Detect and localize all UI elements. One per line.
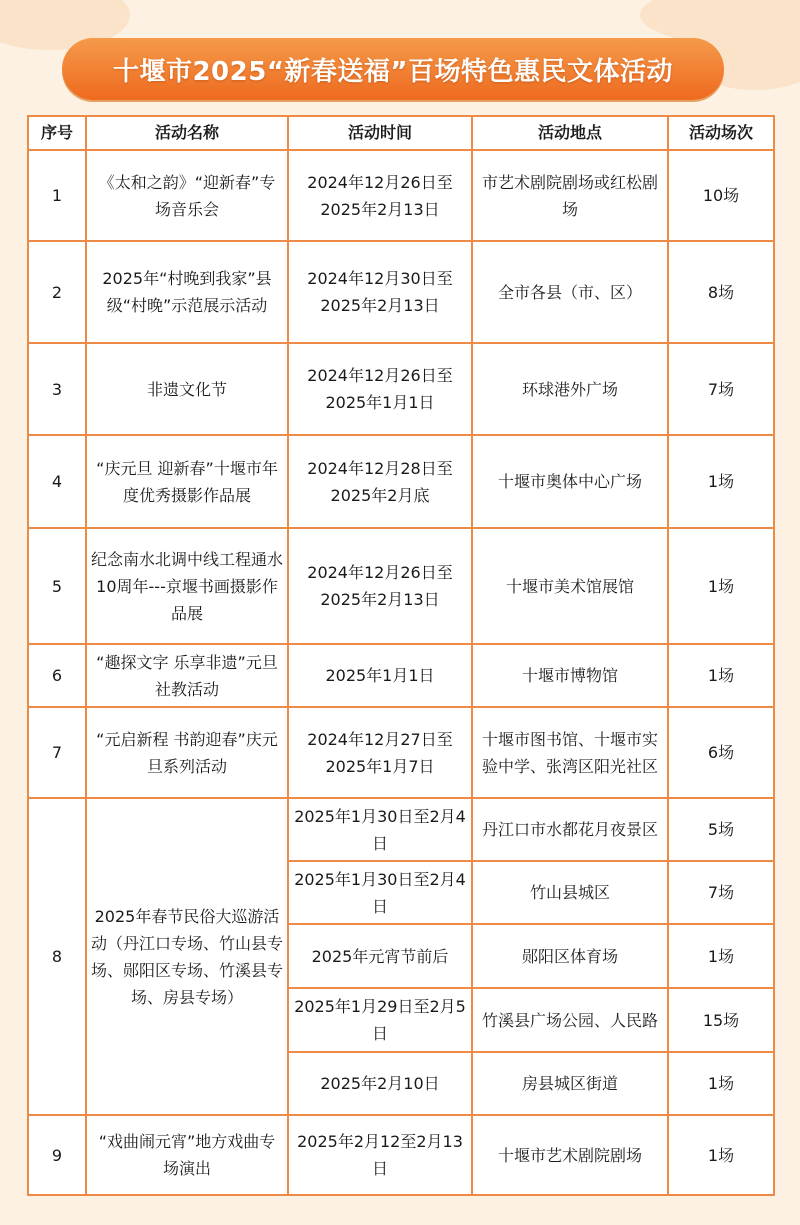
- row-location: 十堰市图书馆、十堰市实验中学、张湾区阳光社区: [472, 707, 668, 798]
- row-location: 全市各县（市、区）: [472, 241, 668, 343]
- row-name: 非遗文化节: [86, 343, 288, 435]
- row-location: 环球港外广场: [472, 343, 668, 435]
- row-time: 2025年1月29日至2月5日: [288, 988, 472, 1052]
- row-time: 2024年12月26日至2025年1月1日: [288, 343, 472, 435]
- row-sessions: 7场: [668, 861, 774, 924]
- row-index: 7: [28, 707, 86, 798]
- row-index: 9: [28, 1115, 86, 1195]
- row-time: 2024年12月26日至2025年2月13日: [288, 150, 472, 241]
- row-name: “元启新程 书韵迎春”庆元旦系列活动: [86, 707, 288, 798]
- header-location: 活动地点: [472, 116, 668, 150]
- header-row: [28, 116, 774, 150]
- table-row: [28, 528, 774, 644]
- row-location: 竹山县城区: [472, 861, 668, 924]
- row-location: 十堰市美术馆展馆: [472, 528, 668, 644]
- row-location: 十堰市奥体中心广场: [472, 435, 668, 528]
- row-time: 2025年1月30日至2月4日: [288, 861, 472, 924]
- title-banner: [62, 38, 724, 100]
- row-time: 2025年元宵节前后: [288, 924, 472, 988]
- row-sessions: 1场: [668, 644, 774, 707]
- row-location: 丹江口市水都花月夜景区: [472, 798, 668, 861]
- row-sessions: 6场: [668, 707, 774, 798]
- row-time: 2025年2月10日: [288, 1052, 472, 1115]
- header-time: 活动时间: [288, 116, 472, 150]
- row-index: 1: [28, 150, 86, 241]
- row-time: 2024年12月27日至2025年1月7日: [288, 707, 472, 798]
- row-location: 房县城区街道: [472, 1052, 668, 1115]
- row-index: 6: [28, 644, 86, 707]
- row-index: 3: [28, 343, 86, 435]
- table-row: [28, 707, 774, 798]
- row-name: “庆元旦 迎新春”十堰市年度优秀摄影作品展: [86, 435, 288, 528]
- row-sessions: 5场: [668, 798, 774, 861]
- row-time: 2024年12月30日至2025年2月13日: [288, 241, 472, 343]
- table-row: [28, 435, 774, 528]
- header-sessions: 活动场次: [668, 116, 774, 150]
- row-time: 2025年1月30日至2月4日: [288, 798, 472, 861]
- row-sessions: 1场: [668, 1052, 774, 1115]
- row-time: 2024年12月26日至2025年2月13日: [288, 528, 472, 644]
- table-row: [28, 798, 774, 861]
- row-index: 8: [28, 798, 86, 1115]
- row-name: 《太和之韵》“迎新春”专场音乐会: [86, 150, 288, 241]
- row-index: 2: [28, 241, 86, 343]
- table-row: [28, 644, 774, 707]
- row-name: 2025年春节民俗大巡游活动（丹江口专场、竹山县专场、郧阳区专场、竹溪县专场、房县专场）: [86, 798, 288, 1115]
- row-location: 十堰市博物馆: [472, 644, 668, 707]
- page-title: 十堰市2025“新春送福”百场特色惠民文体活动: [112, 56, 674, 87]
- row-sessions: 1场: [668, 528, 774, 644]
- table-row: [28, 1115, 774, 1195]
- row-location: 市艺术剧院剧场或红松剧场: [472, 150, 668, 241]
- row-location: 竹溪县广场公园、人民路: [472, 988, 668, 1052]
- row-name: “趣探文字 乐享非遗”元旦社教活动: [86, 644, 288, 707]
- header-name: 活动名称: [86, 116, 288, 150]
- row-sessions: 8场: [668, 241, 774, 343]
- row-name: 纪念南水北调中线工程通水10周年---京堰书画摄影作品展: [86, 528, 288, 644]
- row-name: “戏曲闹元宵”地方戏曲专场演出: [86, 1115, 288, 1195]
- row-sessions: 1场: [668, 924, 774, 988]
- row-sessions: 1场: [668, 1115, 774, 1195]
- table-row: [28, 150, 774, 241]
- row-name: 2025年“村晚到我家”县级“村晚”示范展示活动: [86, 241, 288, 343]
- row-location: 十堰市艺术剧院剧场: [472, 1115, 668, 1195]
- row-sessions: 15场: [668, 988, 774, 1052]
- row-time: 2024年12月28日至2025年2月底: [288, 435, 472, 528]
- activity-table: [27, 115, 775, 1196]
- table-row: [28, 241, 774, 343]
- row-time: 2025年1月1日: [288, 644, 472, 707]
- row-location: 郧阳区体育场: [472, 924, 668, 988]
- row-index: 4: [28, 435, 86, 528]
- row-sessions: 10场: [668, 150, 774, 241]
- row-index: 5: [28, 528, 86, 644]
- table-row: [28, 343, 774, 435]
- header-index: 序号: [28, 116, 86, 150]
- row-sessions: 1场: [668, 435, 774, 528]
- row-sessions: 7场: [668, 343, 774, 435]
- row-time: 2025年2月12至2月13日: [288, 1115, 472, 1195]
